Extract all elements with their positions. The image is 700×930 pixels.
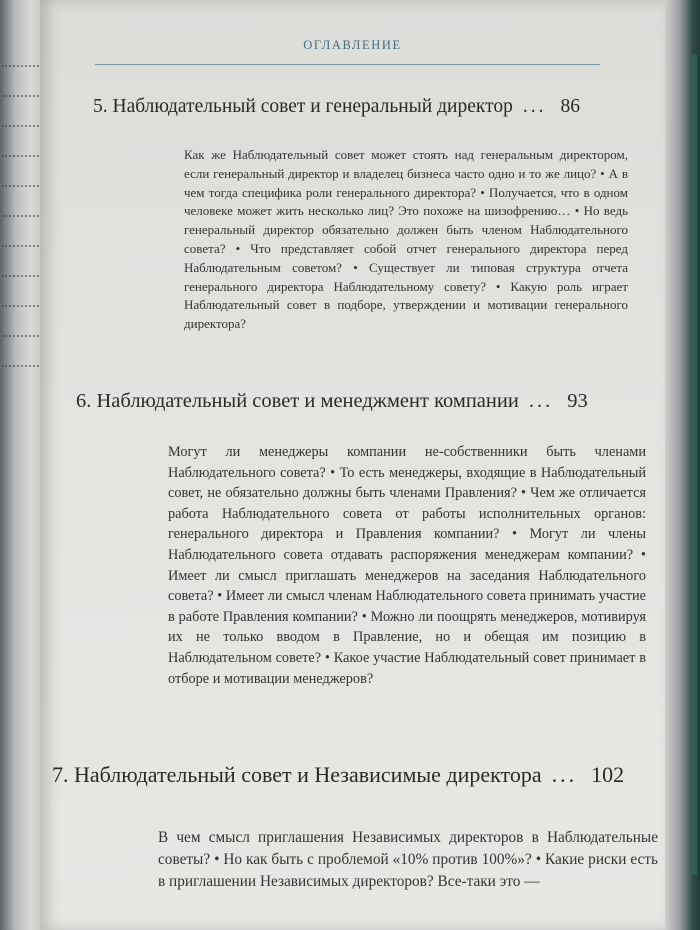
page-number: 102	[591, 762, 625, 787]
dot-leader: ...	[522, 96, 547, 117]
running-head: ОГЛАВЛЕНИЕ	[303, 38, 402, 52]
page-number: 93	[567, 390, 588, 412]
entry-heading: 7. Наблюдательный совет и Независимые директора	[52, 762, 542, 787]
toc-entry-title	[52, 762, 657, 788]
page-number: 86	[560, 96, 580, 117]
facing-page-edge	[0, 0, 44, 930]
toc-entry-summary: В чем смысл приглашения Независимых директоров в Наблюдательные советы? • Но как быть с проблемой «10% против 100%»? • Какие риски есть в приглашении Независимых директоров? Все-таки это —	[158, 829, 658, 890]
dot-leader: ...	[551, 762, 578, 787]
entry-heading: 5. Наблюдательный совет и генеральный директор	[93, 96, 513, 117]
dot-leader: ...	[528, 390, 554, 412]
toc-entry-summary: Могут ли менеджеры компании не-собственники быть членами Наблюдательного совета? • То есть менеджеры, входящие в Наблюдательный совет, не обязательно должны быть членами Правления? • Чем же отличается работа Наблюдательного совета от работы исполнительных органов: генерального директора и Правления компании? • Могут ли члены Наблюдательного совета отдавать распоряжения менеджерам компании? • Имеет ли смысл приглашать менеджеров на заседания Наблюдательного совета? • Имеет ли смысл членам Наблюдательного совета принимать участие в работе Правления компании? • Можно ли поощрять менеджеров, мотивируя их не только вводом в Правление, но и обещая им позицию в Наблюдательном совете? • Какое участие Наблюдательный совет принимает в отборе и мотивации менеджеров?	[168, 444, 646, 687]
book-cover-edge	[665, 0, 700, 930]
toc-entry-title	[93, 96, 625, 118]
header-rule	[95, 64, 600, 65]
book-page	[40, 0, 665, 930]
entry-heading: 6. Наблюдательный совет и менеджмент компании	[76, 390, 519, 412]
cover-spine	[691, 55, 697, 875]
toc-entry-summary: Как же Наблюдательный совет может стоять над генеральным директором, если генеральный директор и владелец бизнеса часто одно и то же лицо? • А в чем тогда специфика роли генерального директора? • Получается, что в одном человеке может жить несколько лиц? Это похоже на шизофрению… • Но ведь генеральный директор обязательно должен быть членом Наблюдательного совета? • Что представляет собой отчет генерального директора перед Наблюдательным советом? • Существует ли типовая структура отчета генерального директора Наблюдательному совету? • Какую роль играет Наблюдательный совет в подборе, утверждении и мотивации генерального директора?	[184, 147, 628, 332]
toc-entry-title	[76, 390, 636, 413]
